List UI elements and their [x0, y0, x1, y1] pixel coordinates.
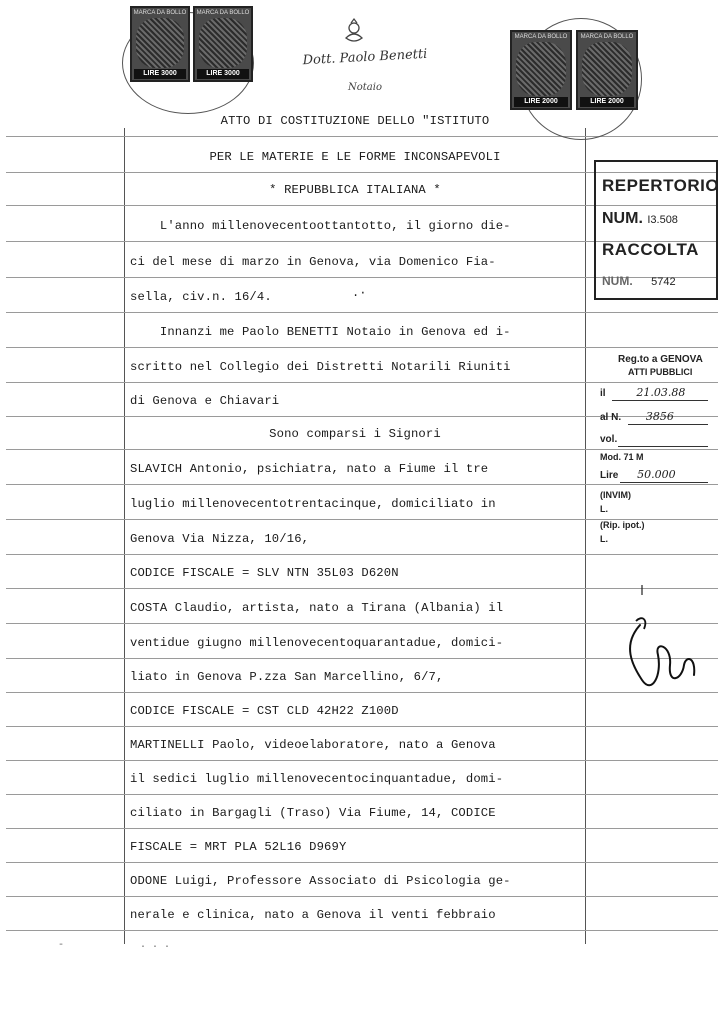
right-margin-rule [585, 128, 586, 944]
stamp-portrait [199, 18, 247, 68]
registration-lire-value: 50.000 [637, 468, 676, 481]
stamp-portrait [136, 18, 184, 68]
republic-heading: * REPUBBLICA ITALIANA * [269, 183, 441, 197]
left-margin-rule [124, 128, 125, 944]
registration-line: Reg.to a GENOVA [618, 354, 703, 365]
raccolta-num-label: NUM. [602, 274, 633, 288]
ruled-line [6, 862, 718, 863]
deed-title-line-1: ATTO DI COSTITUZIONE DELLO "ISTITUTO [220, 114, 490, 128]
registration-il-value: 21.03.88 [636, 386, 686, 399]
text-line: Innanzi me Paolo BENETTI Notaio in Genova ed i- [130, 325, 511, 339]
raccolta-num [602, 272, 676, 290]
stamp-top-text: MARCA DA BOLLO [514, 34, 568, 40]
handwritten-signature [612, 585, 712, 715]
repertorio-num-value: I3.508 [647, 214, 678, 226]
stamp-portrait [516, 42, 566, 96]
text-line: ciliato in Bargagli (Traso) Via Fiume, 14, CODICE [130, 806, 496, 820]
ruled-line [6, 726, 718, 727]
registration-invim: (INVIM) [600, 490, 631, 500]
text-line: MARTINELLI Paolo, videoelaboratore, nato a Genova [130, 738, 496, 752]
ruled-line [6, 347, 718, 348]
ruled-line [6, 794, 718, 795]
registration-lire [600, 468, 712, 481]
appearance-heading: Sono comparsi i Signori [269, 427, 441, 441]
text-line: ci del mese di marzo in Genova, via Domenico Fia- [130, 255, 496, 269]
registration-stamp [594, 350, 718, 550]
stamp-value: LIRE 3000 [134, 69, 186, 79]
tax-stamp [510, 30, 572, 110]
text-line: CODICE FISCALE = CST CLD 42H22 Z100D [130, 704, 399, 718]
text-line: ODONE Luigi, Professore Associato di Psicologia ge- [130, 874, 511, 888]
text-line: CODICE FISCALE = SLV NTN 35L03 D620N [130, 566, 399, 580]
text-line: il sedici luglio millenovecentocinquantadue, domi- [130, 772, 504, 786]
registration-al-value: 3856 [645, 410, 674, 423]
stamp-portrait [582, 42, 632, 96]
repertorio-title: REPERTORIO [602, 176, 720, 195]
stamp-value: LIRE 2000 [514, 97, 568, 107]
registration-l3: L. [600, 534, 608, 544]
ink-dots: .· [352, 286, 367, 300]
text-line: ventidue giugno millenovecentoquarantadue, domici- [130, 636, 504, 650]
tax-stamp [193, 6, 253, 82]
underline [628, 424, 708, 425]
underline [620, 482, 708, 483]
stamp-value: LIRE 2000 [580, 97, 634, 107]
repertorio-num-label: NUM. [602, 210, 643, 227]
ruled-line [6, 828, 718, 829]
notary-title: Notaio [348, 82, 382, 93]
text-line: sella, civ.n. 16/4. [130, 290, 272, 304]
text-line: di Genova e Chiavari [130, 394, 280, 408]
registration-ripipot: (Rip. ipot.) [600, 520, 645, 530]
text-line: L'anno millenovecentoottantotto, il giorno die- [130, 219, 511, 233]
underline [618, 446, 708, 447]
ruled-line [6, 136, 718, 137]
tax-stamp [130, 6, 190, 82]
text-line: luglio millenovecentotrentacinque, domiciliato in [130, 497, 496, 511]
stamp-value: LIRE 3000 [197, 69, 249, 79]
registration-l2: L. [600, 504, 608, 514]
ruled-line [6, 554, 718, 555]
stamp-top-text: MARCA DA BOLLO [196, 10, 250, 16]
text-line: nerale e clinica, nato a Genova il venti febbraio [130, 908, 496, 922]
margin-mark: - [58, 940, 65, 951]
stamp-top-text: MARCA DA BOLLO [133, 10, 187, 16]
registration-il-label: il [600, 388, 606, 399]
text-line: liato in Genova P.zza San Marcellino, 6/7, [130, 670, 444, 684]
text-line: scritto nel Collegio dei Distretti Notarili Riuniti [130, 360, 511, 374]
text-line: COSTA Claudio, artista, nato a Tirana (Albania) il [130, 601, 504, 615]
registration-line: ATTI PUBBLICI [628, 367, 693, 377]
raccolta-title: RACCOLTA [602, 240, 699, 259]
repertorio-num [602, 210, 678, 228]
text-line: SLAVICH Antonio, psichiatra, nato a Fiume il tre [130, 462, 489, 476]
ruled-line [6, 760, 718, 761]
tax-stamp [576, 30, 638, 110]
registration-date [600, 386, 712, 399]
registration-mod: Mod. 71 M [600, 452, 644, 462]
notary-signature: Dott. Paolo Benetti [302, 46, 428, 69]
deed-title-line-2: PER LE MATERIE E LE FORME INCONSAPEVOLI [209, 150, 501, 164]
stamp-top-text: MARCA DA BOLLO [580, 34, 634, 40]
registration-lire-label: Lire [600, 470, 619, 481]
page-edge-dots: . . . [140, 940, 171, 951]
underline [612, 400, 708, 401]
raccolta-num-value: 5742 [651, 276, 676, 288]
ruled-line [6, 312, 718, 313]
ruled-line [6, 930, 718, 931]
ruled-line [6, 896, 718, 897]
registration-number [600, 410, 712, 423]
crest-icon [340, 18, 368, 46]
repertorio-box [594, 160, 718, 300]
text-line: FISCALE = MRT PLA 52L16 D969Y [130, 840, 347, 854]
text-line: Genova Via Nizza, 10/16, [130, 532, 310, 546]
registration-vol: vol. [600, 434, 618, 445]
registration-al-label: al N. [600, 412, 622, 423]
